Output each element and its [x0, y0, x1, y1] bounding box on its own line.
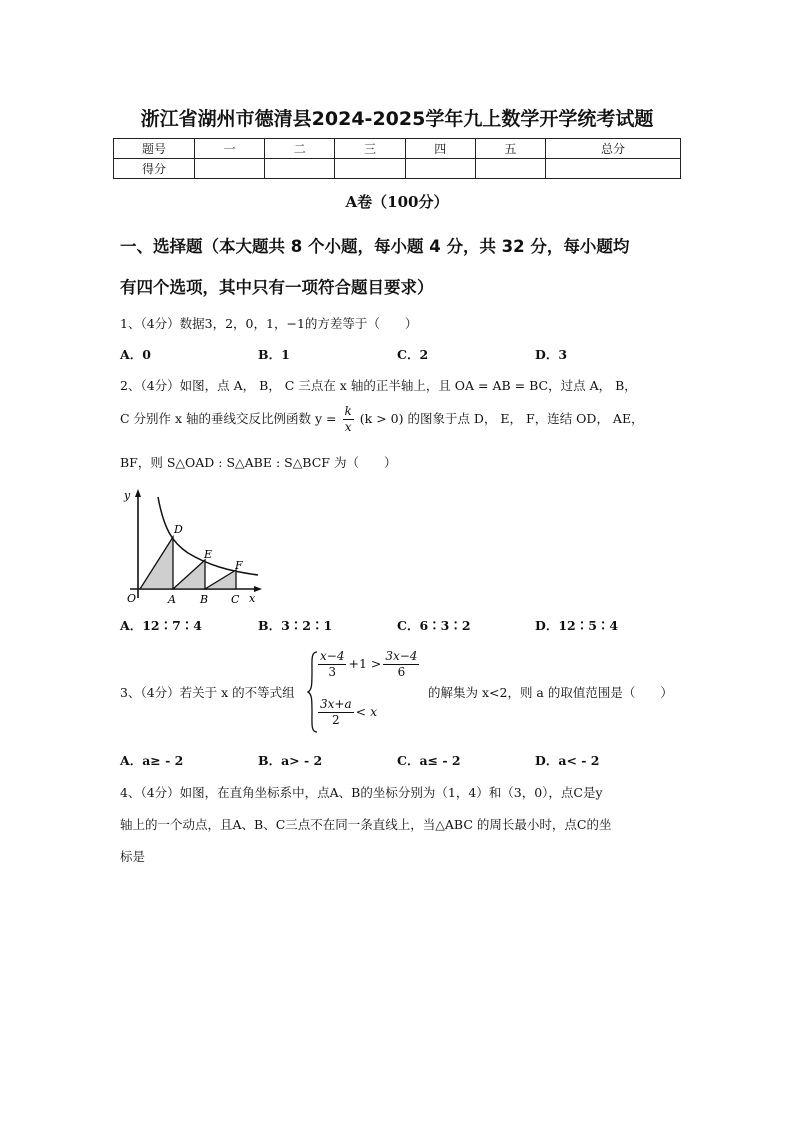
- label-b: B: [200, 593, 209, 606]
- q2-line3: BF，则 S△OAD : S△ABE : S△BCF 为（ ）: [120, 455, 397, 470]
- section1-heading-line2: 有四个选项，其中只有一项符合题目要求）: [120, 278, 434, 297]
- q2-figure: [118, 485, 268, 610]
- frac-den: 2: [331, 713, 340, 727]
- frac-den: 6: [397, 665, 406, 679]
- section1-heading-line1: 一、选择题（本大题共 8 个小题，每小题 4 分，共 32 分，每小题均: [120, 237, 630, 256]
- q3-ineq2-tail: < x: [355, 704, 378, 719]
- q3-option-c: C．a≤ - 2: [397, 753, 461, 768]
- score-cell: [335, 159, 405, 179]
- triangle-abe: [173, 560, 205, 589]
- q3-post: 的解集为 x<2，则 a 的取值范围是（ ）: [428, 685, 673, 700]
- table-cell: 二: [265, 139, 335, 159]
- q1-option-b: B．1: [258, 347, 290, 362]
- q4-line1: 4、（4分）如图，在直角坐标系中，点A、B的坐标分别为（1，4）和（3，0），点C是y: [120, 785, 603, 800]
- q3-option-b: B．a> - 2: [258, 753, 323, 768]
- q2-frac-den: x: [344, 420, 352, 434]
- q4-line2: 轴上的一个动点，且A、B、C三点不在同一条直线上，当△ABC 的周长最小时，点C的坐: [120, 817, 612, 832]
- q2-line2-post: (k > 0) 的图象于点 D， E， F，连结 OD， AE，: [359, 411, 644, 426]
- table-cell: 三: [335, 139, 405, 159]
- frac-num: x−4: [320, 649, 345, 663]
- q2-option-c: C．6∶3∶2: [397, 618, 471, 633]
- q4-line3: 标是: [120, 849, 146, 864]
- fraction: [318, 697, 354, 728]
- triangle-oad: [140, 537, 173, 589]
- q2-line1: 2、（4分）如图，点 A， B， C 三点在 x 轴的正半轴上，且 OA = AB = BC，过点 A， B，: [120, 378, 637, 393]
- score-table-header-row: [114, 139, 681, 159]
- q3-pre: 3、（4分）若关于 x 的不等式组: [120, 685, 295, 700]
- q1-text: 1、（4分）数据3，2，0，1，−1的方差等于（ ）: [120, 316, 418, 331]
- table-cell: 四: [405, 139, 475, 159]
- label-f: F: [235, 559, 243, 572]
- label-a: A: [168, 593, 176, 606]
- label-y: y: [124, 489, 131, 502]
- table-cell: 题号: [114, 139, 195, 159]
- fraction: [383, 649, 419, 680]
- score-cell: [546, 159, 681, 179]
- table-cell: 一: [195, 139, 265, 159]
- score-table-score-row: [114, 159, 681, 179]
- q2-line2: [120, 404, 644, 435]
- label-o: O: [127, 592, 137, 605]
- q3-inequality-2: [316, 697, 377, 728]
- score-table: [113, 138, 681, 179]
- label-x: x: [249, 592, 256, 605]
- score-cell: [405, 159, 475, 179]
- frac-num: 3x+a: [320, 697, 352, 711]
- score-cell: [265, 159, 335, 179]
- frac-den: 3: [328, 665, 337, 679]
- q2-fraction: [343, 404, 354, 435]
- fraction: [318, 649, 346, 680]
- q2-frac-num: k: [344, 404, 352, 418]
- label-d: D: [174, 523, 183, 536]
- y-axis-arrow: [135, 489, 141, 497]
- q1-option-c: C．2: [397, 347, 429, 362]
- frac-num: 3x−4: [385, 649, 418, 663]
- page-title: 浙江省湖州市德清县2024-2025学年九上数学开学统考试题: [140, 108, 654, 130]
- q2-option-a: A．12∶7∶4: [120, 618, 202, 633]
- table-cell: 得分: [114, 159, 195, 179]
- q1-option-a: A．0: [120, 347, 151, 362]
- q3-inequality-1: [316, 649, 421, 680]
- q3-option-d: D．a< - 2: [535, 753, 600, 768]
- q2-option-d: D．12∶5∶4: [535, 618, 619, 633]
- triangle-bcf: [205, 570, 236, 589]
- q3-ineq1-mid: +1 >: [348, 656, 382, 671]
- q2-option-b: B．3∶2∶1: [258, 618, 333, 633]
- table-cell: 总分: [546, 139, 681, 159]
- q3-option-a: A．a≥ - 2: [120, 753, 184, 768]
- q1-option-d: D．3: [535, 347, 568, 362]
- score-cell: [475, 159, 545, 179]
- label-e: E: [204, 548, 213, 561]
- label-c: C: [231, 593, 240, 606]
- table-cell: 五: [475, 139, 545, 159]
- score-cell: [195, 159, 265, 179]
- q2-line2-pre: C 分别作 x 轴的垂线交反比例函数 y =: [120, 411, 337, 426]
- section-a-heading: A卷（100分）: [345, 193, 449, 211]
